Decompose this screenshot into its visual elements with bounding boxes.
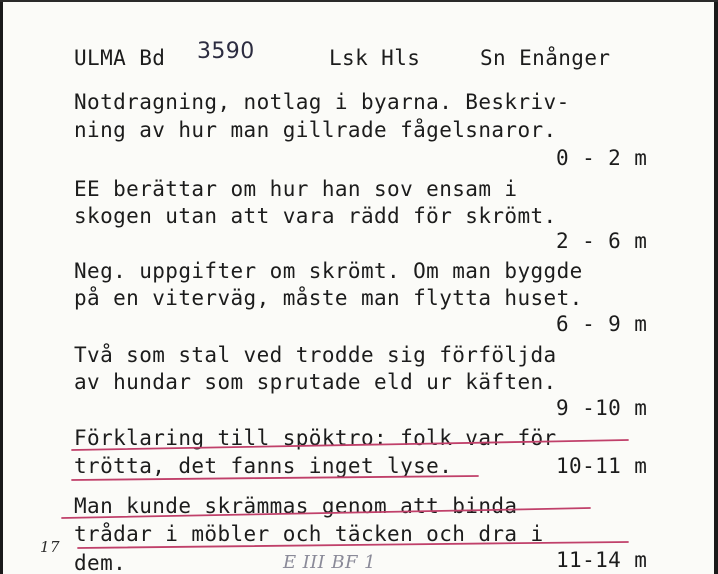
header-archive: ULMA Bd: [74, 46, 166, 70]
entry-5-line-1: Förklaring till spöktro: folk var för: [74, 426, 557, 450]
entry-6-line-3: dem.: [74, 551, 127, 574]
entry-6-line-2: trådar i möbler och täcken och dra i: [74, 522, 544, 546]
pencil-classification-note: E III BF 1: [283, 552, 376, 573]
entry-3-line-1: Neg. uppgifter om skrömt. Om man byggde: [74, 259, 583, 283]
entry-6-line-1: Man kunde skrämmas genom att binda: [74, 494, 518, 518]
underline-entry-5-line-2: [72, 476, 478, 480]
header-volume-number: 3590: [197, 39, 255, 64]
entry-5-line-2: trötta, det fanns inget lyse.: [74, 454, 453, 478]
header-region: Lsk Hls: [329, 46, 421, 70]
entry-1-line-2: ning av hur man gillrade fågelsnaror.: [74, 118, 557, 142]
entry-2-line-1: EE berättar om hur han sov ensam i: [74, 177, 518, 201]
entry-1-line-1: Notdragning, notlag i byarna. Beskriv-: [74, 90, 570, 114]
underline-entry-6-line-2: [78, 542, 628, 548]
entry-3-line-2: på en viterväg, måste man flytta huset.: [74, 286, 583, 310]
underline-entry-6-line-1: [62, 508, 590, 518]
entry-2-line-2: skogen utan att vara rädd för skrömt.: [74, 204, 557, 228]
header-parish: Sn Enånger: [480, 46, 611, 70]
entry-4-line-1: Två som stal ved trodde sig förföljda: [74, 343, 557, 367]
entry-5-time: 10-11 m: [556, 454, 648, 478]
entry-2-time: 2 - 6 m: [556, 229, 648, 253]
entry-3-time: 6 - 9 m: [556, 312, 648, 336]
margin-number: 17: [40, 538, 60, 556]
entry-4-time: 9 -10 m: [556, 396, 648, 420]
underline-entry-5-line-1: [72, 440, 628, 450]
entry-6-time: 11-14 m: [556, 548, 648, 572]
entry-4-line-2: av hundar som sprutade eld ur käften.: [74, 370, 557, 394]
entry-1-time: 0 - 2 m: [556, 146, 648, 170]
